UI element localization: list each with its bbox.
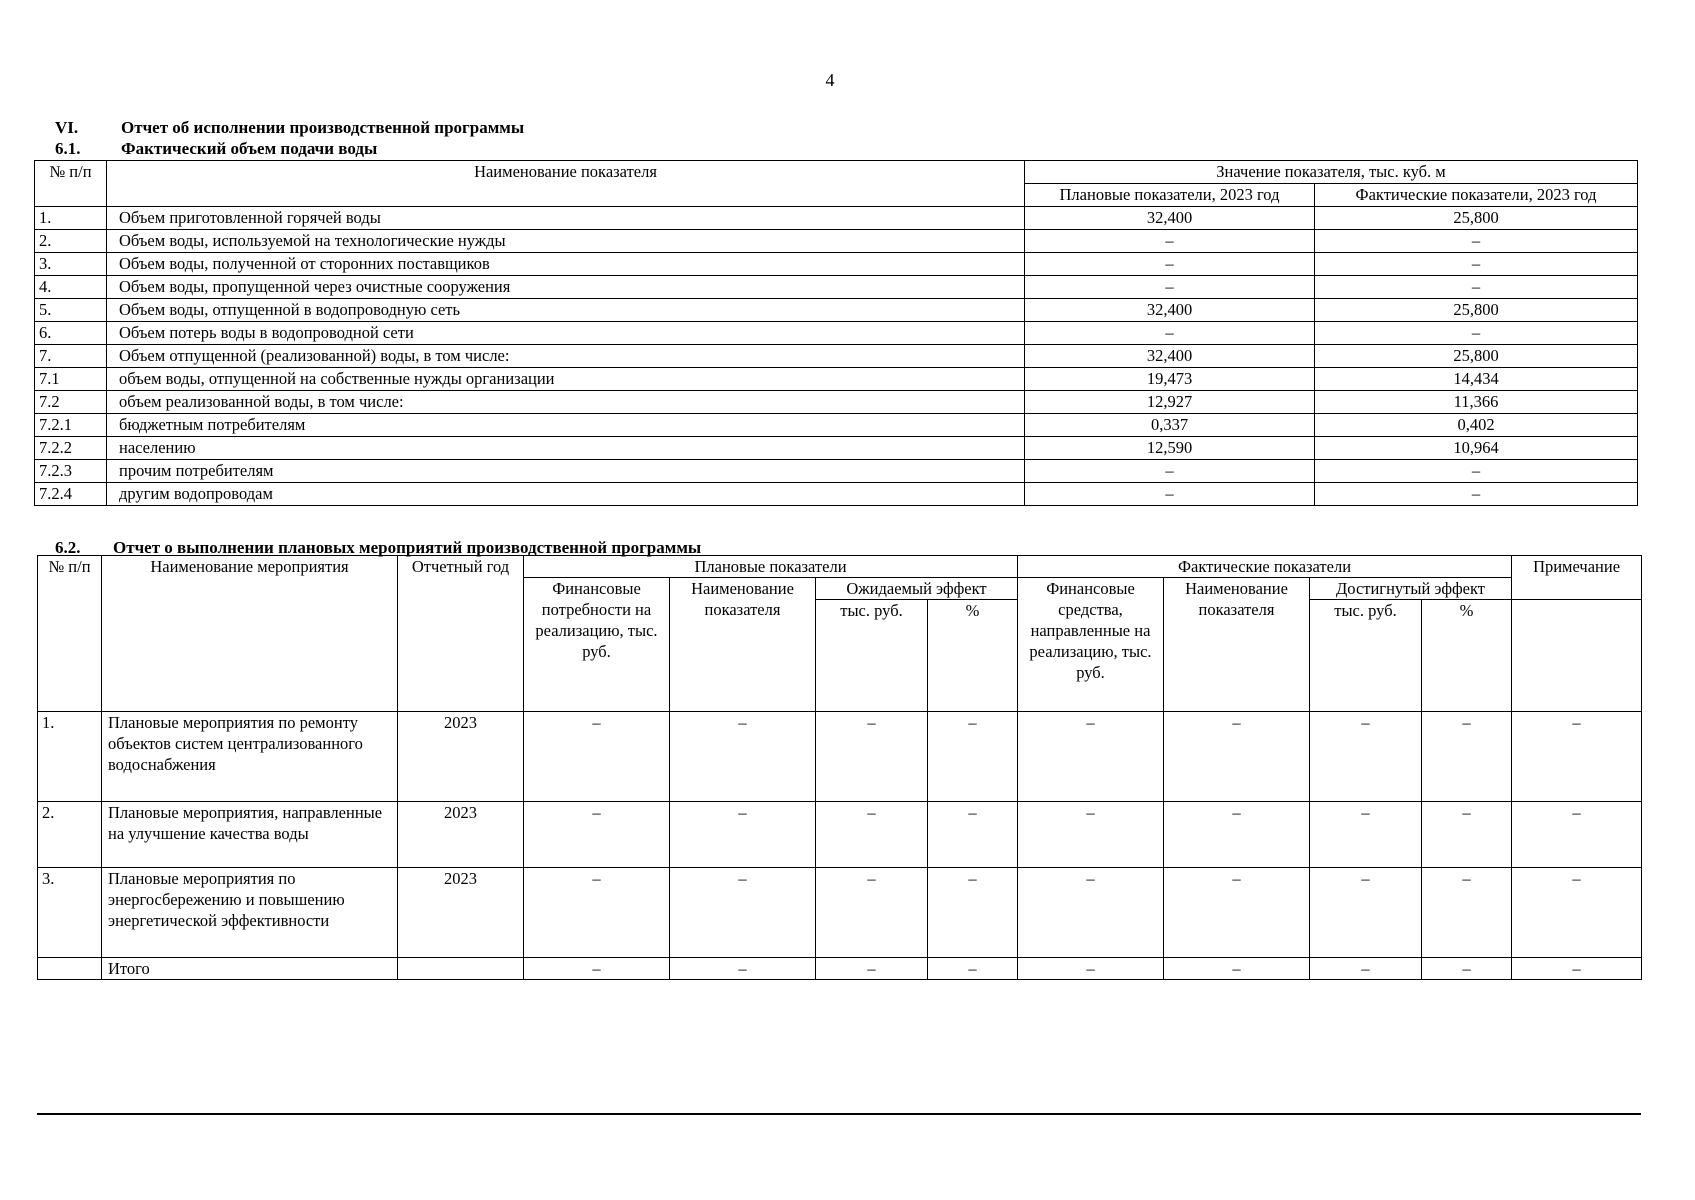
t2-header-num: № п/п [38,556,102,712]
t1-header-fact: Фактические показатели, 2023 год [1315,184,1638,207]
t1-row-name: Объем отпущенной (реализованной) воды, в том числе: [107,345,1025,368]
t1-row-plan: 12,927 [1025,391,1315,414]
subsection-2-title: Отчет о выполнении плановых мероприятий производственной программы [113,538,702,557]
t1-row-plan: 32,400 [1025,207,1315,230]
t2-row-value: – [524,712,670,802]
t2-row-name: Плановые мероприятия, направленные на улучшение качества воды [102,802,398,868]
t2-row-value: – [816,712,928,802]
t2-row-value: – [1164,868,1310,958]
t1-row-plan: – [1025,322,1315,345]
t1-row-num: 7. [35,345,107,368]
t2-row-year: 2023 [398,868,524,958]
t2-header-fact: Фактические показатели [1018,556,1512,578]
t2-row-value: – [670,868,816,958]
t2-header-name: Наименование мероприятия [102,556,398,712]
t2-row [38,712,1642,802]
t2-row-value: – [1018,802,1164,868]
t2-total-value: – [1512,958,1642,980]
t2-row-value: – [1422,712,1512,802]
t1-row [35,230,1638,253]
t1-row-name: Объем воды, отпущенной в водопроводную сеть [107,299,1025,322]
t1-row-plan: 19,473 [1025,368,1315,391]
t1-row-fact: – [1315,253,1638,276]
t2-row-name: Плановые мероприятия по ремонту объектов систем централизованного водоснабжения [102,712,398,802]
t1-row [35,368,1638,391]
t1-row [35,299,1638,322]
t1-row [35,414,1638,437]
t2-header-plan-rub: тыс. руб. [816,600,928,712]
t1-row [35,207,1638,230]
t2-row-value: – [524,802,670,868]
t1-row-fact: – [1315,276,1638,299]
t2-row-value: – [1512,712,1642,802]
t1-row-num: 7.2.1 [35,414,107,437]
t1-row-fact: – [1315,230,1638,253]
t1-row-name: прочим потребителям [107,460,1025,483]
t1-header-name: Наименование показателя [107,161,1025,207]
t1-row-num: 5. [35,299,107,322]
t1-row-name: бюджетным потребителям [107,414,1025,437]
subsection-1-heading [55,139,377,159]
t1-row-fact: – [1315,483,1638,506]
t2-row-value: – [670,712,816,802]
t1-row-fact: 14,434 [1315,368,1638,391]
t1-row-name: другим водопроводам [107,483,1025,506]
t1-row-num: 7.1 [35,368,107,391]
t2-total-value: – [1018,958,1164,980]
t1-row-num: 7.2.2 [35,437,107,460]
t2-row-value: – [1310,712,1422,802]
t1-row-name: Объем потерь воды в водопроводной сети [107,322,1025,345]
t1-row-plan: – [1025,230,1315,253]
subsection-2-number: 6.2. [55,538,81,557]
t2-row [38,802,1642,868]
t1-header-num: № п/п [35,161,107,207]
t1-row-fact: 10,964 [1315,437,1638,460]
t2-row-year: 2023 [398,712,524,802]
t1-row-num: 7.2 [35,391,107,414]
t1-row [35,276,1638,299]
t2-header-year: Отчетный год [398,556,524,712]
t2-row-value: – [928,868,1018,958]
t2-row-value: – [1512,868,1642,958]
t1-header-value: Значение показателя, тыс. куб. м [1025,161,1638,184]
t2-row-value: – [1310,868,1422,958]
t2-row-value: – [524,868,670,958]
t1-row-num: 7.2.4 [35,483,107,506]
t2-header-expected-effect: Ожидаемый эффект [816,578,1018,600]
t2-row-value: – [928,712,1018,802]
t2-total-value: – [1164,958,1310,980]
t1-row-num: 3. [35,253,107,276]
t1-row-name: Объем воды, используемой на технологические нужды [107,230,1025,253]
t1-row-num: 7.2.3 [35,460,107,483]
t1-row-name: объем воды, отпущенной на собственные нужды организации [107,368,1025,391]
t2-total-row [38,958,1642,980]
t2-total-value: – [816,958,928,980]
t2-header-plan-pct: % [928,600,1018,712]
t1-row-plan: 32,400 [1025,345,1315,368]
page-number: 4 [825,70,835,90]
section-number: VI. [55,118,79,137]
t2-header-fact-finance: Финансовые средства, направленные на реализацию, тыс. руб. [1018,578,1164,712]
t1-row-plan: 0,337 [1025,414,1315,437]
t2-total-value: – [928,958,1018,980]
t2-row-value: – [1422,802,1512,868]
t2-header-achieved-effect: Достигнутый эффект [1310,578,1512,600]
t2-row-value: – [1512,802,1642,868]
t1-row-num: 6. [35,322,107,345]
t2-header-fact-indicator: Наименование показателя [1164,578,1310,712]
t2-header-plan: Плановые показатели [524,556,1018,578]
t2-row-num: 1. [38,712,102,802]
section-title: Отчет об исполнении производственной программы [121,118,525,137]
t2-row-value: – [1164,802,1310,868]
t2-total-value: – [1310,958,1422,980]
t1-row [35,460,1638,483]
t2-header-note-blank [1512,600,1642,712]
bottom-rule [37,1113,1641,1115]
t2-total-value: – [524,958,670,980]
t2-row-value: – [670,802,816,868]
t1-row-name: объем реализованной воды, в том числе: [107,391,1025,414]
water-supply-table [34,160,1638,506]
t1-row-name: Объем воды, полученной от сторонних поставщиков [107,253,1025,276]
t1-row-plan: 12,590 [1025,437,1315,460]
t2-row-num: 3. [38,868,102,958]
t2-row-value: – [928,802,1018,868]
t1-row [35,253,1638,276]
t1-row [35,437,1638,460]
t1-row-fact: 11,366 [1315,391,1638,414]
t2-header-plan-indicator: Наименование показателя [670,578,816,712]
t1-row-num: 2. [35,230,107,253]
planned-activities-table [37,555,1642,980]
t2-row-value: – [1018,712,1164,802]
t1-row-plan: – [1025,276,1315,299]
t1-row-fact: 25,800 [1315,299,1638,322]
t2-header-note: Примечание [1512,556,1642,600]
t1-row-name: Объем приготовленной горячей воды [107,207,1025,230]
t2-row-value: – [1422,868,1512,958]
subsection-1-title: Фактический объем подачи воды [121,139,378,158]
t1-row-plan: – [1025,483,1315,506]
t1-row-fact: 0,402 [1315,414,1638,437]
t2-row-value: – [816,868,928,958]
t2-row-value: – [1018,868,1164,958]
t1-row [35,391,1638,414]
t2-total-value: – [670,958,816,980]
t1-row-num: 1. [35,207,107,230]
t2-header-fact-pct: % [1422,600,1512,712]
t2-row-num: 2. [38,802,102,868]
t1-row-plan: – [1025,460,1315,483]
t2-row-value: – [816,802,928,868]
t2-row-year: 2023 [398,802,524,868]
t2-header-plan-finance: Финансовые потребности на реализацию, тыс. руб. [524,578,670,712]
t1-row-name: населению [107,437,1025,460]
t1-row-fact: – [1315,322,1638,345]
t1-row-plan: – [1025,253,1315,276]
t1-row-fact: 25,800 [1315,207,1638,230]
t2-header-fact-rub: тыс. руб. [1310,600,1422,712]
section-heading [55,118,524,138]
subsection-1-number: 6.1. [55,139,81,158]
t1-row-plan: 32,400 [1025,299,1315,322]
t2-row-value: – [1164,712,1310,802]
t2-row [38,868,1642,958]
t2-row-value: – [1310,802,1422,868]
t2-row-name: Плановые мероприятия по энергосбережению и повышению энергетической эффективности [102,868,398,958]
t1-row [35,322,1638,345]
t1-row-num: 4. [35,276,107,299]
t1-row-fact: – [1315,460,1638,483]
t1-row-name: Объем воды, пропущенной через очистные сооружения [107,276,1025,299]
t2-total-year [398,958,524,980]
t1-header-plan: Плановые показатели, 2023 год [1025,184,1315,207]
t2-total-num [38,958,102,980]
t2-total-label: Итого [102,958,398,980]
t1-row-fact: 25,800 [1315,345,1638,368]
t1-row [35,345,1638,368]
t2-total-value: – [1422,958,1512,980]
t1-row [35,483,1638,506]
